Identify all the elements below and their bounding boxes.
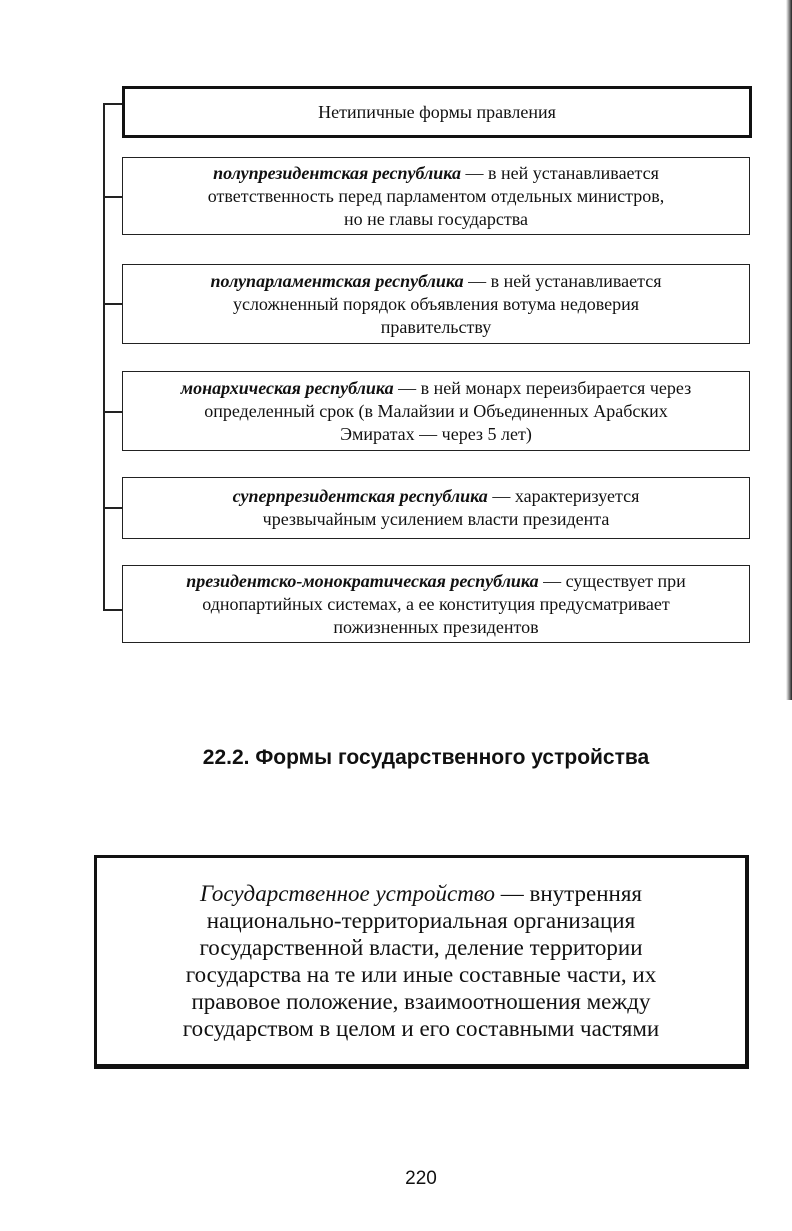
page-edge-shadow <box>786 0 792 700</box>
page-number: 220 <box>405 1168 437 1189</box>
definition-line5: правовое положение, взаимоотношения между <box>191 989 651 1014</box>
diagram-item-presidential-monocratic <box>122 565 750 643</box>
diagram-header-box <box>122 86 752 138</box>
section-heading: 22.2. Формы государственного устройства <box>202 746 650 769</box>
diagram-item-line2: однопартийных системах, а ее конституция предусматривает <box>202 593 670 614</box>
definition-line6: государством в целом и его составными частями <box>182 1016 660 1041</box>
definition-line4: государства на те или иные составные части, их <box>185 962 657 987</box>
bracket-connector-1 <box>103 196 122 198</box>
diagram-item-line3: правительству <box>380 316 492 337</box>
bracket-connector-4 <box>103 507 122 509</box>
diagram-item-line1: — в ней устанавливается <box>463 270 662 291</box>
diagram-item-term: монархическая республика <box>180 377 394 398</box>
definition-term: Государственное устройство <box>199 881 496 906</box>
diagram-item-text <box>208 162 665 231</box>
diagram-item-monarchical <box>122 371 750 451</box>
bracket-vertical-line <box>103 103 105 611</box>
diagram-item-super-presidential <box>122 477 750 539</box>
definition-line3: государственной власти, деление территории <box>199 935 643 960</box>
definition-line1: — внутренняя <box>495 881 642 906</box>
diagram-item-line3: пожизненных президентов <box>333 616 539 637</box>
definition-line2: национально-территориальная организация <box>206 908 636 933</box>
definition-text <box>183 880 659 1042</box>
diagram-item-line1: — в ней устанавливается <box>460 162 659 183</box>
bracket-connector-5 <box>103 609 122 611</box>
diagram-item-line2: чрезвычайным усилением власти президента <box>262 509 610 529</box>
diagram-item-line2: усложненный порядок объявления вотума недоверия <box>232 293 640 314</box>
diagram-item-line3: Эмиратах — через 5 лет) <box>340 423 532 444</box>
bracket-connector-2 <box>103 303 122 305</box>
diagram-item-line1: — в ней монарх переизбирается через <box>393 377 692 398</box>
diagram-item-semi-presidential <box>122 157 750 235</box>
diagram-item-semi-parliamentary <box>122 264 750 344</box>
bracket-connector-header <box>103 103 122 105</box>
diagram-item-term: полупарламентская республика <box>210 270 464 291</box>
diagram-item-term: суперпрезидентская республика <box>232 486 488 506</box>
diagram-item-text <box>211 270 662 339</box>
diagram-item-line1: — характеризуется <box>487 486 640 506</box>
diagram-item-text <box>181 377 691 446</box>
diagram-item-line3: но не главы государства <box>343 208 529 229</box>
diagram-item-line1: — существует при <box>538 570 686 591</box>
diagram-header-text: Нетипичные формы правления <box>318 101 556 122</box>
diagram-item-text <box>186 570 686 639</box>
bracket-connector-3 <box>103 411 122 413</box>
diagram-item-text <box>233 485 640 531</box>
diagram-item-line2: определенный срок (в Малайзии и Объединенных Арабских <box>204 400 668 421</box>
diagram-item-term: полупрезидентская республика <box>213 162 461 183</box>
definition-box <box>94 855 749 1069</box>
diagram-item-term: президентско-монократическая республика <box>186 570 539 591</box>
diagram-item-line2: ответственность перед парламентом отдельных министров, <box>207 185 665 206</box>
